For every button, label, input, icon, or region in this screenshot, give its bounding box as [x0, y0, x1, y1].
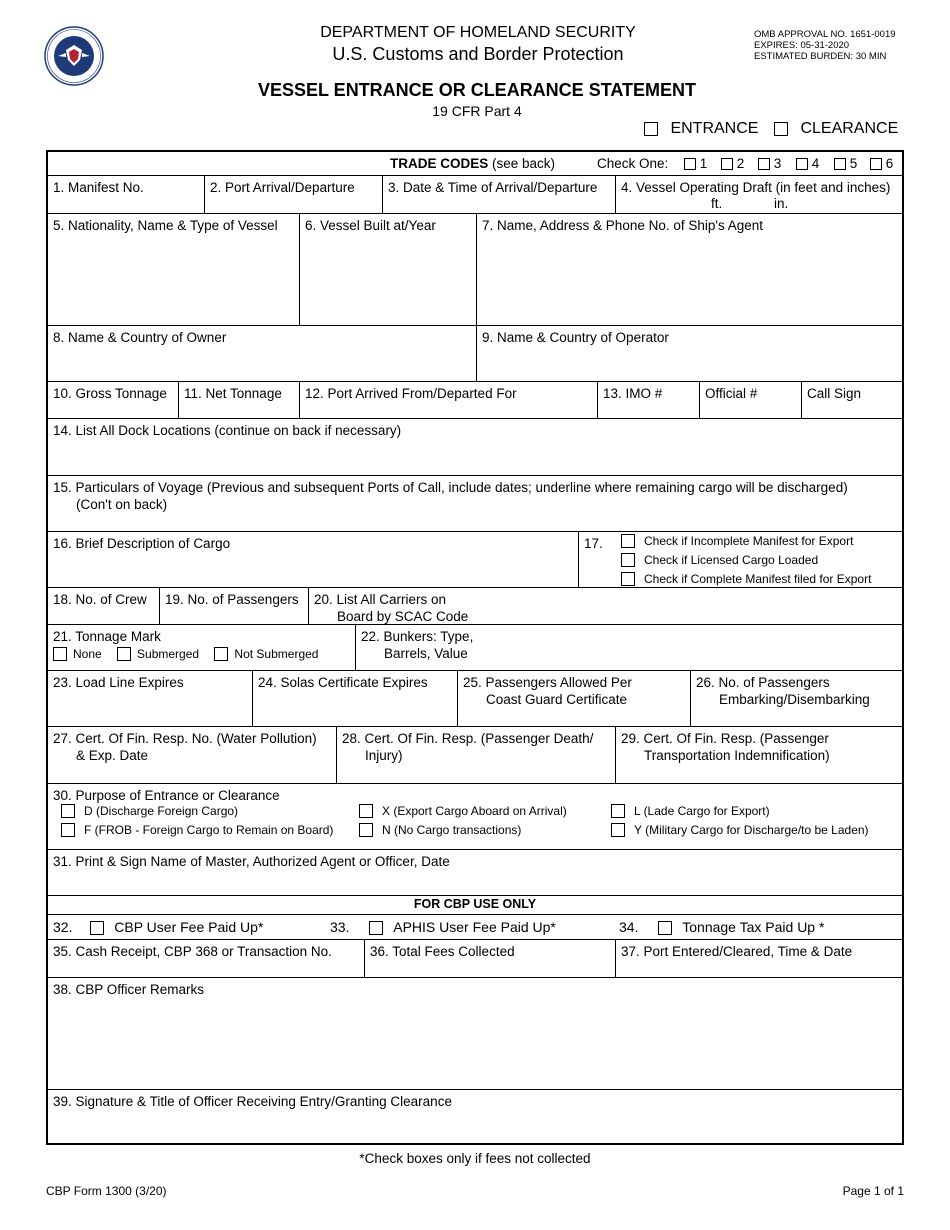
officer-remarks-label: 38. CBP Officer Remarks — [53, 982, 205, 997]
crew-count-label: 18. No. of Crew — [53, 592, 147, 607]
tonnage-tax-number: 34. — [619, 919, 639, 935]
vessel-built-label: 6. Vessel Built at/Year — [305, 218, 436, 233]
cbp-fee-label: CBP User Fee Paid Up* — [114, 919, 264, 935]
aphis-fee-checkbox[interactable] — [369, 921, 383, 935]
field-gross-tonnage[interactable] — [48, 382, 178, 418]
trade-code-2-checkbox[interactable] — [721, 158, 733, 170]
purpose-n-checkbox[interactable] — [359, 823, 373, 837]
gross-tonnage-label: 10. Gross Tonnage — [53, 386, 167, 401]
field-port-arrival-departure[interactable] — [204, 176, 382, 213]
ships-agent-label: 7. Name, Address & Phone No. of Ship's Agent — [482, 218, 763, 233]
tonnage-none-label: None — [73, 647, 102, 661]
row-35-37 — [48, 940, 902, 978]
complete-manifest-checkbox[interactable] — [621, 572, 635, 586]
trade-code-3-checkbox[interactable] — [758, 158, 770, 170]
trade-codes-note: (see back) — [488, 156, 556, 171]
cert-indemnification-label-2: Transportation Indemnification) — [644, 748, 830, 763]
purpose-n-label: N (No Cargo transactions) — [382, 823, 522, 837]
omb-expires: EXPIRES: 05-31-2020 — [754, 40, 850, 51]
trade-code-4[interactable] — [796, 155, 819, 172]
field-voyage-particulars[interactable] — [48, 476, 902, 531]
check-one-label: Check One: — [597, 156, 669, 171]
field-passengers-allowed[interactable] — [457, 671, 690, 726]
field-purpose — [48, 784, 902, 849]
trade-code-6[interactable] — [870, 155, 893, 172]
dhs-seal-logo — [44, 26, 104, 86]
check-complete-manifest[interactable] — [621, 570, 871, 589]
purpose-d-label: D (Discharge Foreign Cargo) — [84, 804, 239, 818]
official-no-label: Official # — [705, 386, 758, 401]
field-manifest-no[interactable] — [48, 176, 204, 213]
field-cert-indemnification[interactable] — [615, 727, 902, 783]
cbp-fee-option[interactable] — [53, 919, 263, 936]
row-21-22 — [48, 625, 902, 671]
port-from-for-label: 12. Port Arrived From/Departed For — [305, 386, 517, 401]
dock-locations-label: 14. List All Dock Locations (continue on back if necessary) — [53, 423, 402, 438]
tonnage-tax-label: Tonnage Tax Paid Up * — [682, 919, 825, 935]
trade-code-1-checkbox[interactable] — [684, 158, 696, 170]
imo-label: 13. IMO # — [603, 386, 663, 401]
field-vessel-nationality[interactable] — [48, 214, 299, 325]
voyage-particulars-label: 15. Particulars of Voyage (Previous and subsequent Ports of Call, include dates; underline where remaining cargo will be discharged) — [53, 480, 848, 495]
tonnage-not-submerged-label: Not Submerged — [234, 647, 319, 661]
aphis-fee-option[interactable] — [330, 919, 556, 936]
trade-code-4-checkbox[interactable] — [796, 158, 808, 170]
omb-burden: ESTIMATED BURDEN: 30 MIN — [754, 51, 887, 62]
passengers-embarking-label: 26. No. of Passengers — [696, 675, 830, 690]
field-operating-draft[interactable] — [615, 176, 902, 213]
field-operator[interactable] — [476, 326, 902, 381]
field-port-from-for[interactable] — [299, 382, 597, 418]
field-imo[interactable] — [597, 382, 699, 418]
licensed-cargo-label: Check if Licensed Cargo Loaded — [644, 553, 819, 567]
row-5-7 — [48, 214, 902, 326]
clearance-label: CLEARANCE — [800, 120, 899, 137]
field-bunkers[interactable] — [355, 625, 902, 670]
purpose-y-label: Y (Military Cargo for Discharge/to be Laden) — [634, 823, 869, 837]
load-line-label: 23. Load Line Expires — [53, 675, 184, 690]
purpose-f-checkbox[interactable] — [61, 823, 75, 837]
entrance-label: ENTRANCE — [670, 120, 759, 137]
fee-footnote: *Check boxes only if fees not collected — [359, 1151, 591, 1166]
field-officer-signature[interactable] — [48, 1090, 902, 1143]
row-39 — [48, 1090, 902, 1143]
trade-code-2[interactable] — [721, 155, 744, 172]
tonnage-none-checkbox[interactable] — [53, 647, 67, 661]
officer-signature-label: 39. Signature & Title of Officer Receiving Entry/Granting Clearance — [53, 1094, 452, 1109]
field-manifest-checks — [578, 532, 902, 587]
row-30 — [48, 784, 902, 850]
trade-code-5-checkbox[interactable] — [834, 158, 846, 170]
licensed-cargo-checkbox[interactable] — [621, 553, 635, 567]
field-tonnage-mark — [48, 625, 355, 670]
manifest-checks-number: 17. — [584, 536, 603, 551]
field-dock-locations[interactable] — [48, 419, 902, 475]
call-sign-label: Call Sign — [807, 386, 862, 401]
field-cash-receipt[interactable] — [48, 940, 364, 977]
purpose-l-option[interactable] — [611, 802, 770, 821]
purpose-x-label: X (Export Cargo Aboard on Arrival) — [382, 804, 567, 818]
passengers-embarking-label-2: Embarking/Disembarking — [719, 692, 870, 707]
tonnage-not-submerged-checkbox[interactable] — [214, 647, 228, 661]
check-incomplete-manifest[interactable] — [621, 532, 853, 551]
trade-code-6-label: 6 — [885, 156, 894, 171]
cargo-description-label: 16. Brief Description of Cargo — [53, 536, 231, 551]
field-total-fees[interactable] — [364, 940, 615, 977]
purpose-n-option[interactable] — [359, 821, 521, 840]
row-16-17 — [48, 532, 902, 588]
tonnage-none-option[interactable] — [53, 647, 102, 661]
purpose-y-option[interactable] — [611, 821, 869, 840]
purpose-d-checkbox[interactable] — [61, 804, 75, 818]
tonnage-submerged-label: Submerged — [137, 647, 200, 661]
tonnage-tax-checkbox[interactable] — [658, 921, 672, 935]
form-number: CBP Form 1300 (3/20) — [46, 1184, 167, 1198]
field-call-sign[interactable] — [801, 382, 902, 418]
total-fees-label: 36. Total Fees Collected — [370, 944, 515, 959]
incomplete-manifest-label: Check if Incomplete Manifest for Export — [644, 534, 854, 548]
field-date-time[interactable] — [382, 176, 615, 213]
agency-name: U.S. Customs and Border Protection — [332, 44, 624, 64]
purpose-x-checkbox[interactable] — [359, 804, 373, 818]
cert-passenger-death-label-2: Injury) — [365, 748, 403, 763]
complete-manifest-label: Check if Complete Manifest filed for Export — [644, 572, 872, 586]
omb-approval: OMB APPROVAL NO. 1651-0019 — [754, 29, 896, 40]
trade-code-1[interactable] — [684, 155, 707, 172]
trade-codes-row — [48, 152, 902, 176]
trade-code-5[interactable] — [834, 155, 857, 172]
row-1-4 — [48, 176, 902, 214]
row-8-9 — [48, 326, 902, 382]
field-owner[interactable] — [48, 326, 476, 381]
tonnage-mark-label: 21. Tonnage Mark — [53, 629, 161, 644]
cert-passenger-death-label: 28. Cert. Of Fin. Resp. (Passenger Death/ — [342, 731, 594, 746]
field-ships-agent[interactable] — [476, 214, 902, 325]
clearance-option[interactable] — [774, 120, 898, 138]
check-licensed-cargo[interactable] — [621, 551, 818, 570]
row-10-13 — [48, 382, 902, 419]
field-solas-cert[interactable] — [252, 671, 457, 726]
date-time-label: 3. Date & Time of Arrival/Departure — [388, 180, 598, 195]
row-23-26 — [48, 671, 902, 727]
field-passenger-count[interactable] — [159, 588, 308, 624]
trade-code-1-label: 1 — [699, 156, 708, 171]
vessel-nationality-label: 5. Nationality, Name & Type of Vessel — [53, 218, 278, 233]
purpose-f-label: F (FROB - Foreign Cargo to Remain on Board) — [84, 823, 334, 837]
cert-indemnification-label: 29. Cert. Of Fin. Resp. (Passenger — [621, 731, 829, 746]
bunkers-label: 22. Bunkers: Type, — [361, 629, 474, 644]
cash-receipt-label: 35. Cash Receipt, CBP 368 or Transaction No. — [53, 944, 332, 959]
cbp-fee-checkbox[interactable] — [90, 921, 104, 935]
form-title: VESSEL ENTRANCE OR CLEARANCE STATEMENT — [257, 80, 697, 100]
trade-codes-bold: TRADE CODES — [390, 156, 489, 171]
department-name: DEPARTMENT OF HOMELAND SECURITY — [320, 24, 636, 41]
field-load-line[interactable] — [48, 671, 252, 726]
operating-draft-label: 4. Vessel Operating Draft (in feet and inches) — [621, 180, 891, 195]
tonnage-tax-option[interactable] — [619, 919, 824, 936]
purpose-d-option[interactable] — [61, 802, 238, 821]
voyage-continued-label: (Con't on back) — [76, 497, 168, 512]
cbp-fee-number: 32. — [53, 919, 73, 935]
owner-label: 8. Name & Country of Owner — [53, 330, 227, 345]
tonnage-submerged-checkbox[interactable] — [117, 647, 131, 661]
passenger-count-label: 19. No. of Passengers — [165, 592, 299, 607]
field-official-no[interactable] — [699, 382, 801, 418]
row-18-20 — [48, 588, 902, 625]
solas-cert-label: 24. Solas Certificate Expires — [258, 675, 428, 690]
trade-code-2-label: 2 — [736, 156, 745, 171]
passengers-allowed-label-2: Coast Guard Certificate — [486, 692, 628, 707]
row-14 — [48, 419, 902, 476]
field-carriers-scac[interactable] — [308, 588, 902, 624]
field-master-signature[interactable] — [48, 850, 902, 895]
draft-inches-label: in. — [774, 196, 789, 211]
field-passengers-embarking[interactable] — [690, 671, 902, 726]
purpose-x-option[interactable] — [359, 802, 567, 821]
purpose-label: 30. Purpose of Entrance or Clearance — [53, 788, 280, 803]
page-number: Page 1 of 1 — [842, 1184, 904, 1198]
purpose-f-option[interactable] — [61, 821, 333, 840]
field-officer-remarks[interactable] — [48, 978, 902, 1089]
field-cargo-description[interactable] — [48, 532, 578, 587]
operator-label: 9. Name & Country of Operator — [482, 330, 669, 345]
cert-water-pollution-label-2: & Exp. Date — [76, 748, 149, 763]
field-cert-passenger-death[interactable] — [336, 727, 615, 783]
net-tonnage-label: 11. Net Tonnage — [184, 386, 282, 401]
manifest-no-label: 1. Manifest No. — [53, 180, 144, 195]
form-subtitle: 19 CFR Part 4 — [432, 103, 522, 119]
purpose-y-checkbox[interactable] — [611, 823, 625, 837]
row-27-29 — [48, 727, 902, 784]
cbp-use-only-row — [48, 896, 902, 915]
carriers-scac-label: 20. List All Carriers on — [314, 592, 447, 607]
draft-feet-label: ft. — [711, 196, 723, 211]
purpose-l-checkbox[interactable] — [611, 804, 625, 818]
port-entered-cleared-label: 37. Port Entered/Cleared, Time & Date — [621, 944, 853, 959]
trade-code-6-checkbox[interactable] — [870, 158, 882, 170]
field-vessel-built[interactable] — [299, 214, 476, 325]
tonnage-submerged-option[interactable] — [117, 647, 199, 661]
purpose-l-label: L (Lade Cargo for Export) — [634, 804, 770, 818]
row-31 — [48, 850, 902, 896]
carriers-scac-label-2: Board by SCAC Code — [337, 609, 469, 624]
cert-water-pollution-label: 27. Cert. Of Fin. Resp. No. (Water Pollution) — [53, 731, 317, 746]
trade-code-3[interactable] — [758, 155, 781, 172]
row-38 — [48, 978, 902, 1090]
entrance-checkbox[interactable] — [644, 122, 658, 136]
aphis-fee-number: 33. — [330, 919, 350, 935]
field-port-entered-cleared[interactable] — [615, 940, 902, 977]
trade-code-3-label: 3 — [773, 156, 782, 171]
field-crew-count[interactable] — [48, 588, 159, 624]
field-net-tonnage[interactable] — [178, 382, 299, 418]
row-15 — [48, 476, 902, 532]
field-cert-water-pollution[interactable] — [48, 727, 336, 783]
row-32-34 — [48, 915, 902, 940]
trade-codes-label — [390, 155, 555, 172]
form-grid — [46, 150, 904, 1145]
master-signature-label: 31. Print & Sign Name of Master, Authorized Agent or Officer, Date — [53, 854, 450, 869]
cbp-use-only-heading: FOR CBP USE ONLY — [413, 897, 537, 911]
trade-code-5-label: 5 — [849, 156, 858, 171]
trade-code-4-label: 4 — [811, 156, 820, 171]
clearance-checkbox[interactable] — [774, 122, 788, 136]
passengers-allowed-label: 25. Passengers Allowed Per — [463, 675, 632, 690]
tonnage-not-submerged-option[interactable] — [214, 647, 318, 661]
port-arrival-label: 2. Port Arrival/Departure — [210, 180, 355, 195]
entrance-option[interactable] — [644, 120, 758, 138]
aphis-fee-label: APHIS User Fee Paid Up* — [393, 919, 556, 935]
incomplete-manifest-checkbox[interactable] — [621, 534, 635, 548]
bunkers-label-2: Barrels, Value — [384, 646, 468, 661]
